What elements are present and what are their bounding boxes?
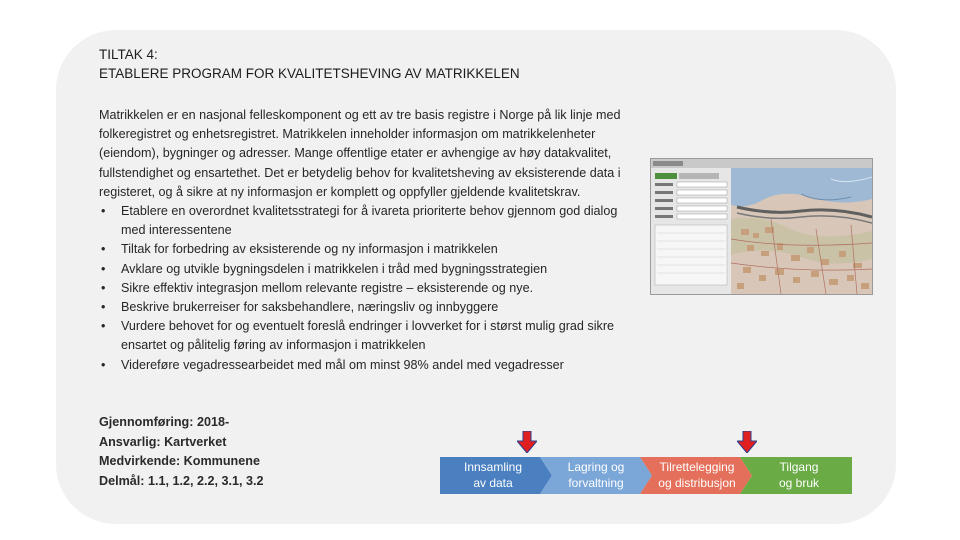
list-item: • Vurdere behovet for og eventuelt foreslå endringer i lovverket for i størst mulig grad sikre ensartet og pålitelig føring av informasjon i matrikkelen <box>99 317 644 355</box>
process-step-label: og distribusjon <box>658 475 736 490</box>
list-item: • Etablere en overordnet kvalitetsstrategi for å ivareta prioriterte behov gjennom god dialog med interessentene <box>99 202 644 240</box>
page-title <box>99 45 520 83</box>
process-chevron-bar <box>440 457 852 494</box>
matrikkel-map-screenshot <box>650 158 873 295</box>
process-step-tilgang <box>746 460 852 491</box>
list-item: • Sikre effektiv integrasjon mellom relevante registre – eksisterende og nye. <box>99 279 644 298</box>
meta-gjennomforing: Gjennomføring: 2018- <box>99 415 230 429</box>
process-step-label: forvaltning <box>568 475 624 490</box>
process-step-label: Tilgang <box>779 460 819 474</box>
bullet-list <box>99 202 644 375</box>
process-step-tilrettelegging <box>644 460 750 491</box>
list-item: • Tiltak for forbedring av eksisterende og ny informasjon i matrikkelen <box>99 240 644 259</box>
process-step-label: Lagring og <box>567 460 625 474</box>
meta-delmal: Delmål: 1.1, 1.2, 2.2, 3.1, 3.2 <box>99 473 264 488</box>
marker-arrow-1 <box>517 431 537 453</box>
meta-ansvarlig: Ansvarlig: Kartverket <box>99 434 227 449</box>
process-step-label: Innsamling <box>463 460 523 474</box>
list-item: • Beskrive brukerreiser for saksbehandlere, næringsliv og innbyggere <box>99 298 644 317</box>
list-item: • Avklare og utvikle bygningsdelen i matrikkelen i tråd med bygningsstrategien <box>99 260 644 279</box>
intro-paragraph: Matrikkelen er en nasjonal felleskomponent og ett av tre basis registre i Norge på lik linje med folkeregistret og enhetsregistret. Matrikkelen inneholder informasjon om matrikkelenheter (eiendom), bygninger og adresser. Mange offentlige etater er avhengige av høy datakvalitet, fullstendighet og ensartethet. Det er betydelig behov for kvalitetsheving av eksisterende data i registeret, og å sikre at ny informasjon er komplett og oppfyller gjeldende kvalitetskrav. <box>99 108 621 199</box>
meta-medvirkende: Medvirkende: Kommunene <box>99 454 260 469</box>
title-line-2: ETABLERE PROGRAM FOR KVALITETSHEVING AV MATRIKKELEN <box>99 66 520 81</box>
list-item: • Videreføre vegadressearbeidet med mål om minst 98% andel med vegadresser <box>99 356 644 375</box>
process-step-label: Tilrettelegging <box>659 460 735 474</box>
body-text <box>99 106 644 375</box>
process-step-label: og bruk <box>778 475 820 490</box>
process-step-lagring <box>544 460 648 491</box>
marker-arrow-2 <box>737 431 757 453</box>
process-step-label: av data <box>473 475 513 490</box>
title-line-1: TILTAK 4: <box>99 47 158 62</box>
process-step-innsamling <box>440 460 546 491</box>
project-meta <box>99 413 264 491</box>
map-illustration <box>651 159 872 294</box>
